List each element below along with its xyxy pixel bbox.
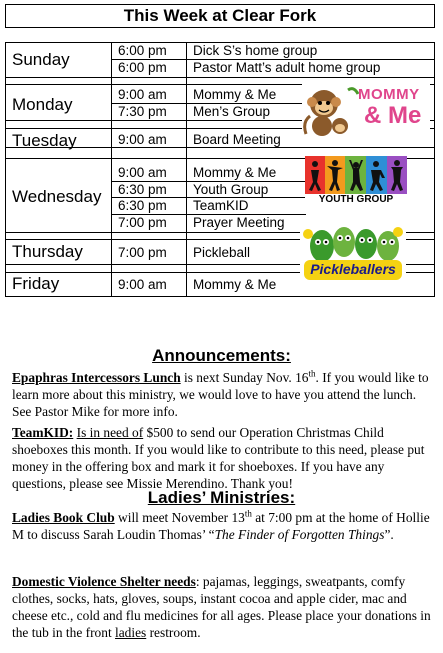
time-cell: 7:00 pm [118, 245, 167, 260]
book-club-announcement: Ladies Book Club will meet November 13th at 7:00 pm at the home of Hollie M to discuss Sarah Loudin Thomas’ “The Finder of Forgotten Things”. [12, 508, 430, 542]
day-monday: Monday [12, 95, 73, 114]
time-cell: 9:00 am [118, 277, 167, 292]
day-wednesday: Wednesday [12, 187, 102, 206]
time-cell: 9:00 am [118, 87, 167, 102]
column-divider-1 [111, 42, 112, 296]
time-cell: 7:30 pm [118, 104, 167, 119]
book-club-title: Ladies Book Club [12, 510, 115, 525]
row-divider [5, 296, 435, 297]
pickle-logo-label: Pickleballers [310, 261, 396, 277]
announcements-heading: Announcements: [152, 346, 291, 365]
event-cell: Mommy & Me [193, 165, 277, 180]
day-tuesday: Tuesday [12, 131, 77, 150]
time-cell: 6:30 pm [118, 198, 167, 213]
event-cell: Youth Group [193, 182, 269, 197]
mommy-and-me-logo [302, 82, 430, 140]
row-divider [5, 77, 435, 78]
day-friday: Friday [12, 274, 60, 293]
table-border-right [434, 42, 435, 296]
youth-logo-label: YOUTH GROUP [318, 194, 394, 205]
day-thursday: Thursday [12, 242, 83, 261]
shelter-title: Domestic Violence Shelter needs [12, 574, 196, 589]
shelter-announcement: Domestic Violence Shelter needs: pajamas, leggings, sweatpants, comfy clothes, socks, hats, gloves, soups, instant cocoa and apple cider, mac and cheese etc., cold and flu medicines for all ages. Please place your donations in the tub in the front ladies restroom. [12, 574, 431, 640]
time-cell: 6:30 pm [118, 182, 167, 197]
event-cell: Mommy & Me [193, 277, 277, 292]
event-cell: Pickleball [193, 245, 251, 260]
youth-group-logo [305, 156, 407, 208]
event-cell: Men’s Group [193, 104, 271, 119]
time-cell: 9:00 am [118, 132, 167, 147]
day-sunday: Sunday [12, 50, 70, 69]
time-cell: 6:00 pm [118, 43, 167, 58]
ladies-ministries-heading: Ladies’ Ministries: [147, 488, 296, 507]
teamkid-announcement: TeamKID: Is in need of $500 to send our Operation Christmas Child shoeboxes this month. If you would like to contribute to this need, please put money in the offering box and mark it for shoeboxes. If you have any questions, please see Missie Merendino. Thank you! [12, 425, 425, 491]
event-cell: Dick S’s home group [193, 43, 318, 58]
teamkid-title: TeamKID: [12, 425, 74, 440]
time-cell: 6:00 pm [118, 60, 167, 75]
dancers-icon [305, 156, 407, 194]
event-cell: Prayer Meeting [193, 215, 285, 230]
event-cell: TeamKID [193, 198, 249, 213]
page-title: This Week at Clear Fork [5, 4, 435, 28]
pickleballers-logo [300, 224, 406, 284]
mommy-logo-line2: & Me [364, 102, 422, 129]
table-border-left [5, 42, 6, 296]
epaphras-title: Epaphras Intercessors Lunch [12, 370, 181, 385]
mommy-logo-line1: MOMMY [358, 86, 420, 103]
event-cell: Board Meeting [193, 132, 281, 147]
epaphras-announcement: Epaphras Intercessors Lunch is next Sunday Nov. 16th. If you would like to learn more about this ministry, we would love to have you attend the lunch. See Pastor Mike for more info. [12, 368, 429, 419]
time-cell: 7:00 pm [118, 215, 167, 230]
column-divider-2 [186, 42, 187, 296]
event-cell: Mommy & Me [193, 87, 277, 102]
time-cell: 9:00 am [118, 165, 167, 180]
event-cell: Pastor Matt’s adult home group [193, 60, 381, 75]
